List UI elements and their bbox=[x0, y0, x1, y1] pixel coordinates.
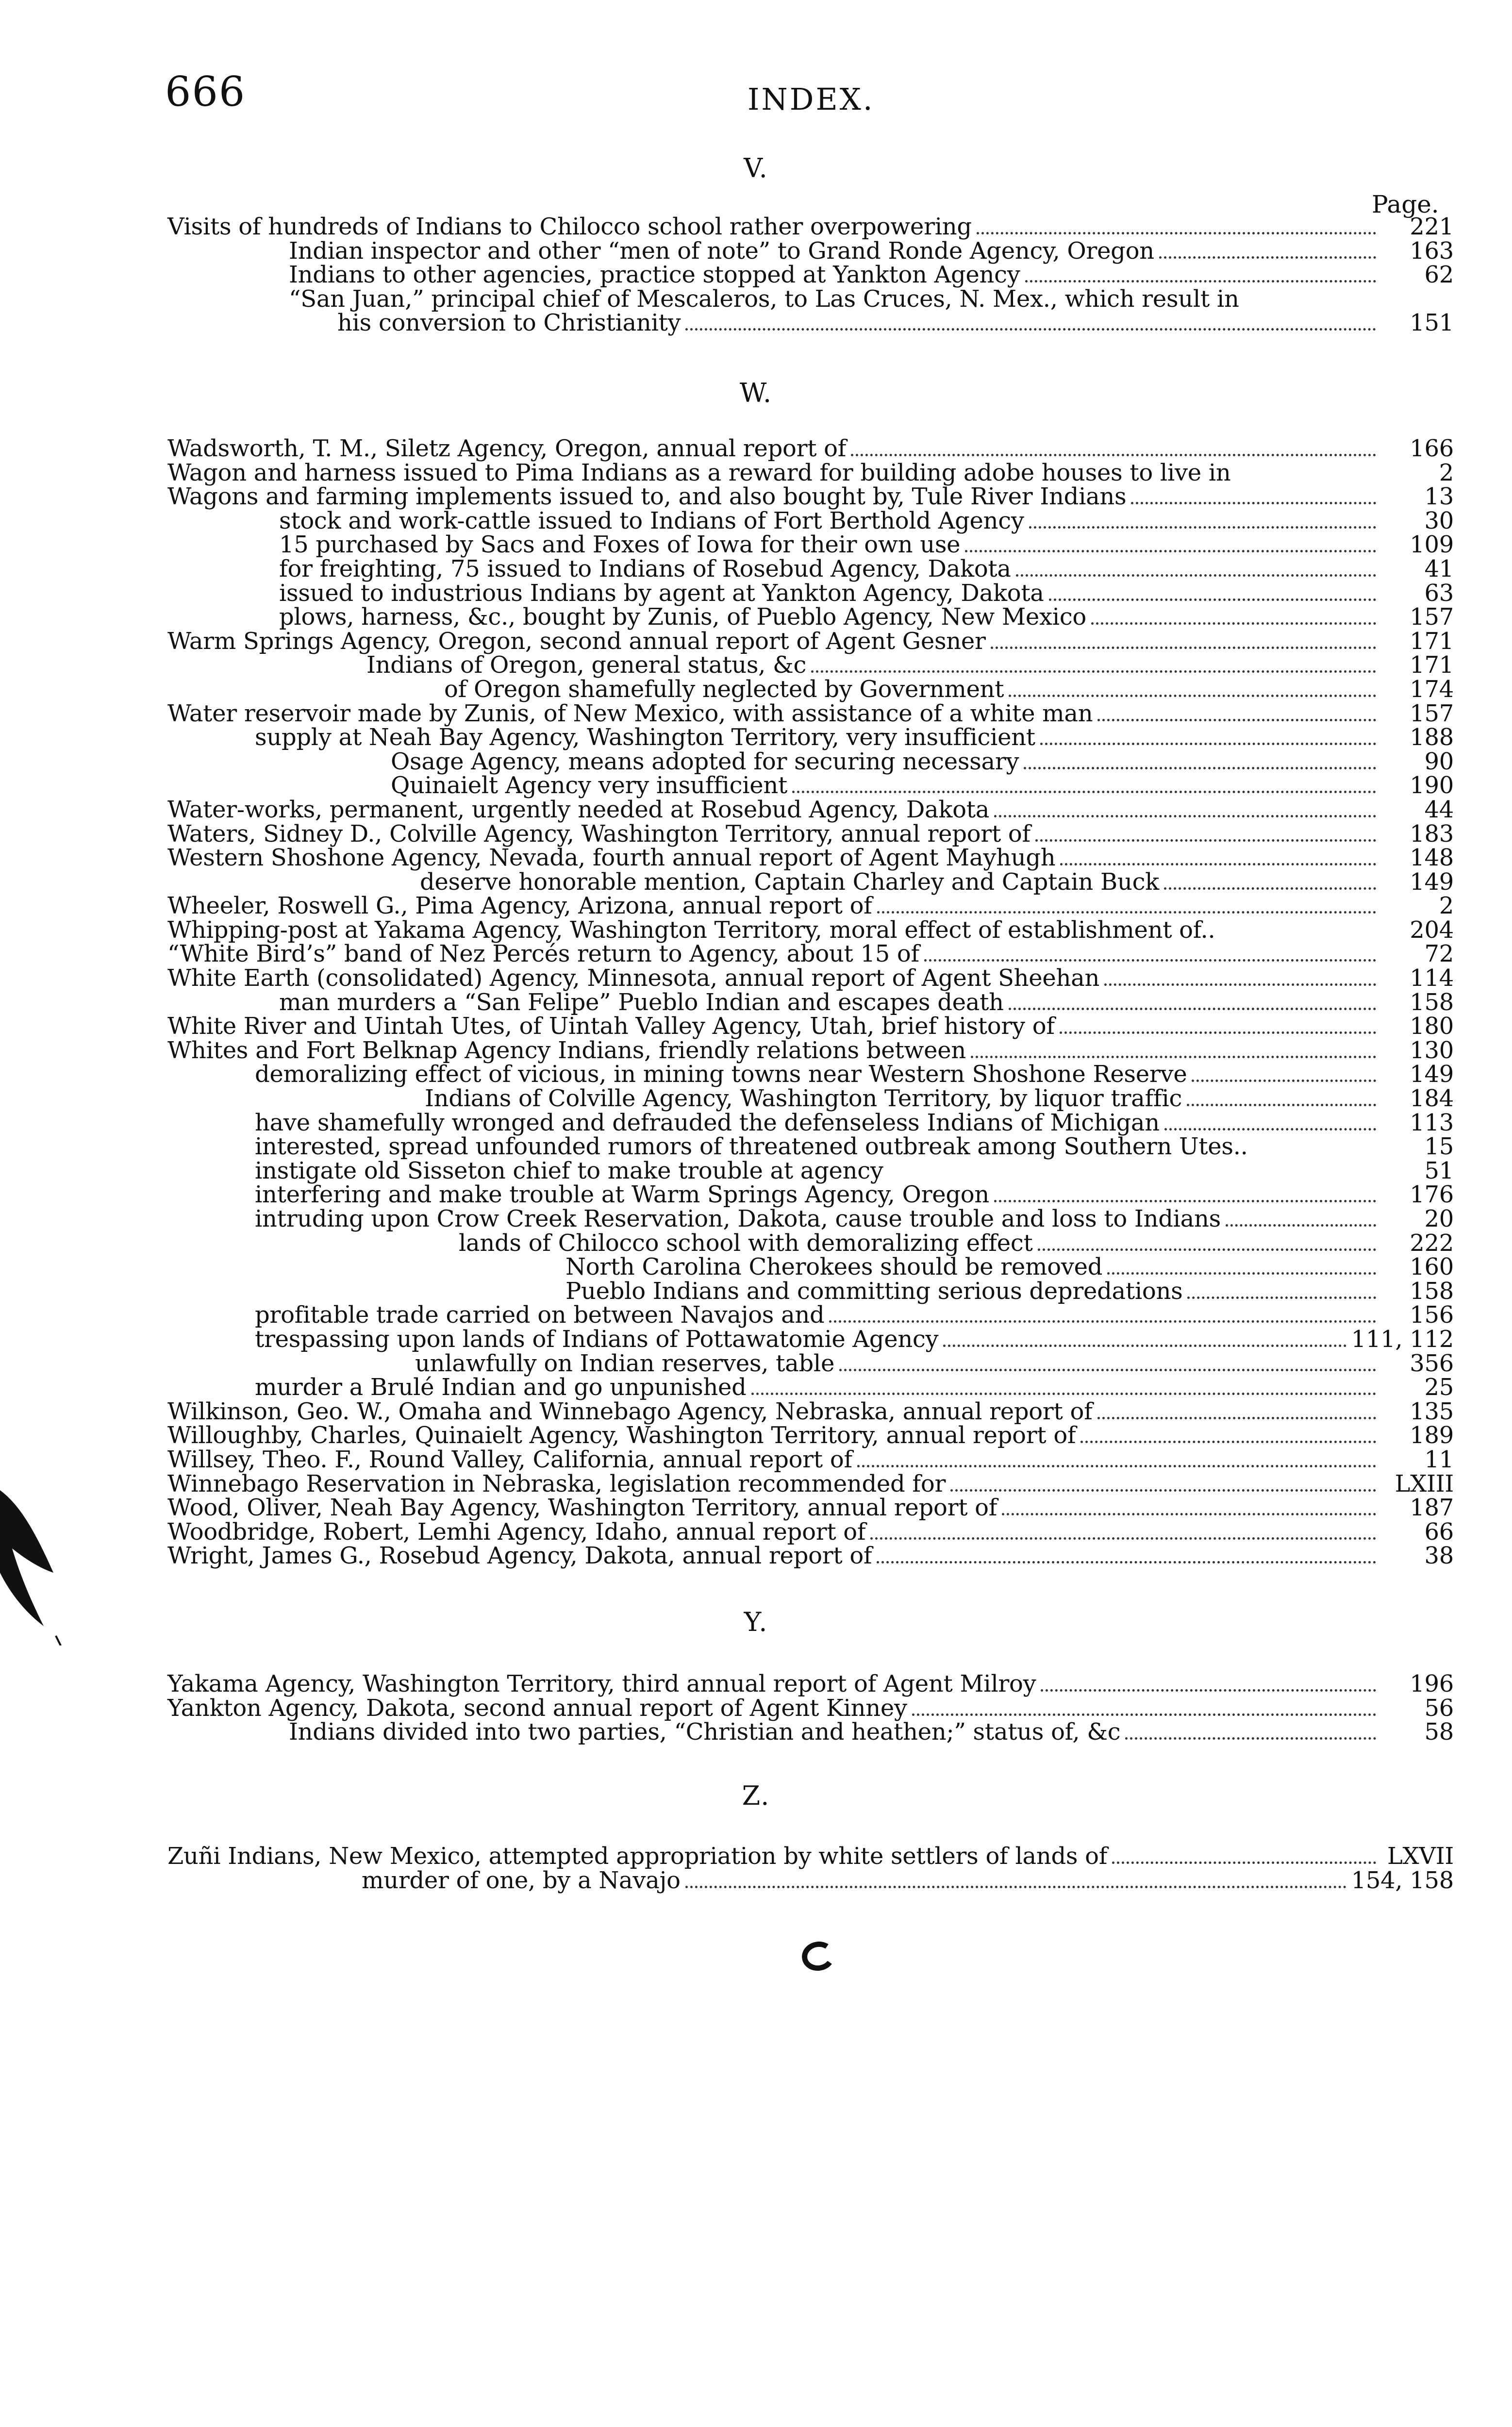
dot-leader bbox=[751, 1385, 1376, 1395]
entry-text: Water-works, permanent, urgently needed at Rosebud Agency, Dakota bbox=[167, 796, 990, 823]
index-entry bbox=[167, 653, 1454, 678]
dot-leader bbox=[1002, 1505, 1376, 1515]
dot-leader bbox=[851, 446, 1376, 456]
page-number: 666 bbox=[165, 68, 246, 116]
dot-leader bbox=[1164, 880, 1376, 890]
binding-mark-icon bbox=[0, 1476, 73, 1646]
dot-leader bbox=[811, 663, 1376, 673]
entry-text: Willsey, Theo. F., Round Valley, California, annual report of bbox=[167, 1446, 852, 1473]
entry-page-ref: 163 bbox=[1410, 237, 1454, 265]
dot-leader bbox=[1060, 855, 1376, 865]
index-entry bbox=[167, 215, 1454, 239]
entry-text: North Carolina Cherokees should be removed bbox=[565, 1253, 1103, 1281]
entry-text: “San Juan,” principal chief of Mescaleros, to Las Cruces, N. Mex., which result in bbox=[289, 285, 1239, 313]
entry-page-ref: 111, 112 bbox=[1351, 1325, 1454, 1353]
entry-text: unlawfully on Indian reserves, table bbox=[415, 1349, 835, 1377]
entry-page-ref: 154, 158 bbox=[1351, 1866, 1454, 1894]
entry-page-ref: 188 bbox=[1410, 724, 1454, 751]
entry-page-ref: 2 bbox=[1439, 459, 1454, 486]
entry-page-ref: 56 bbox=[1424, 1694, 1454, 1722]
entry-page-ref: 149 bbox=[1410, 1061, 1454, 1088]
entry-page-ref: 30 bbox=[1424, 507, 1454, 534]
entry-page-ref: 171 bbox=[1410, 651, 1454, 679]
entry-text: Indians of Oregon, general status, &c bbox=[366, 651, 807, 679]
entry-page-ref: 149 bbox=[1410, 868, 1454, 896]
entry-page-ref: 157 bbox=[1410, 699, 1454, 727]
index-entry bbox=[167, 1325, 1454, 1353]
entry-page-ref: 222 bbox=[1410, 1229, 1454, 1257]
printer-ornament-icon bbox=[799, 1939, 837, 1974]
index-entry bbox=[167, 1376, 1454, 1400]
entry-text: supply at Neah Bay Agency, Washington Territory, very insufficient bbox=[255, 724, 1035, 751]
entry-page-ref: 180 bbox=[1410, 1013, 1454, 1040]
entry-page-ref: 189 bbox=[1410, 1422, 1454, 1449]
entry-page-ref: 171 bbox=[1410, 627, 1454, 655]
entry-page-ref: 90 bbox=[1424, 748, 1454, 775]
running-head: INDEX. bbox=[748, 82, 875, 117]
dot-leader bbox=[839, 1361, 1376, 1371]
entry-page-ref: 187 bbox=[1410, 1494, 1454, 1522]
entry-text: “White Bird’s” band of Nez Percés return to Agency, about 15 of bbox=[167, 940, 919, 968]
dot-leader bbox=[1112, 1854, 1376, 1864]
index-entry bbox=[167, 846, 1454, 870]
entry-page-ref: 41 bbox=[1424, 555, 1454, 582]
dot-leader bbox=[1159, 249, 1376, 259]
index-entry bbox=[167, 726, 1454, 750]
entry-text: stock and work-cattle issued to Indians of Fort Berthold Agency bbox=[279, 507, 1024, 534]
dot-leader bbox=[1097, 711, 1376, 721]
entry-text: White Earth (consolidated) Agency, Minnesota, annual report of Agent Sheehan bbox=[167, 964, 1100, 992]
entry-text: Whites and Fort Belknap Agency Indians, friendly relations between bbox=[167, 1036, 966, 1064]
entry-page-ref: 114 bbox=[1410, 964, 1454, 992]
entry-text: Yankton Agency, Dakota, second annual report of Agent Kinney bbox=[167, 1694, 907, 1722]
entry-text: Water reservoir made by Zunis, of New Mexico, with assistance of a white man bbox=[167, 699, 1093, 727]
entry-page-ref: 113 bbox=[1410, 1109, 1454, 1136]
dot-leader bbox=[1025, 272, 1376, 283]
index-entry bbox=[167, 461, 1454, 485]
entry-page-ref: 25 bbox=[1424, 1374, 1454, 1401]
entry-page-ref: LXVII bbox=[1387, 1843, 1454, 1870]
entry-page-ref: 72 bbox=[1424, 940, 1454, 968]
entry-page-ref: 157 bbox=[1410, 603, 1454, 631]
index-entry bbox=[167, 988, 1454, 1016]
entry-page-ref: 38 bbox=[1424, 1542, 1454, 1570]
index-entry bbox=[167, 1349, 1454, 1377]
entry-text: instigate old Sisseton chief to make trouble at agency bbox=[255, 1157, 883, 1184]
entry-page-ref: 151 bbox=[1410, 309, 1454, 337]
entry-page-ref: 176 bbox=[1410, 1181, 1454, 1209]
entry-text: Whipping-post at Yakama Agency, Washington Territory, moral effect of establishment of.. bbox=[167, 916, 1215, 944]
index-entry bbox=[167, 870, 1454, 895]
entry-page-ref: 166 bbox=[1410, 435, 1454, 462]
entry-text: Winnebago Reservation in Nebraska, legislation recommended for bbox=[167, 1470, 946, 1497]
index-entry bbox=[167, 699, 1454, 727]
section-w-entries bbox=[167, 437, 1454, 1568]
entry-text: have shamefully wronged and defrauded the defenseless Indians of Michigan bbox=[255, 1109, 1160, 1136]
index-entry bbox=[167, 239, 1454, 264]
entry-page-ref: 158 bbox=[1410, 1277, 1454, 1305]
entry-text: issued to industrious Indians by agent at Yankton Agency, Dakota bbox=[279, 579, 1044, 607]
entry-text: Indians to other agencies, practice stopped at Yankton Agency bbox=[289, 261, 1020, 289]
dot-leader bbox=[943, 1337, 1346, 1347]
dot-leader bbox=[994, 1192, 1376, 1202]
entry-page-ref: 63 bbox=[1424, 579, 1454, 607]
index-entry bbox=[167, 1496, 1454, 1520]
index-entry bbox=[167, 579, 1454, 607]
entry-text: man murders a “San Felipe” Pueblo Indian and escapes death bbox=[279, 988, 1004, 1016]
index-entry bbox=[167, 627, 1454, 655]
entry-text: Wadsworth, T. M., Siletz Agency, Oregon, annual report of bbox=[167, 435, 847, 462]
entry-text: Quinaielt Agency very insufficient bbox=[391, 772, 787, 799]
index-entry bbox=[167, 918, 1454, 943]
dot-leader bbox=[870, 1529, 1376, 1540]
entry-text: trespassing upon lands of Indians of Pottawatomie Agency bbox=[255, 1325, 939, 1353]
dot-leader bbox=[857, 1457, 1376, 1467]
section-y-entries bbox=[167, 1672, 1454, 1745]
dot-leader bbox=[950, 1481, 1376, 1492]
index-entry bbox=[167, 1472, 1454, 1496]
entry-text: Pueblo Indians and committing serious depredations bbox=[565, 1277, 1183, 1305]
dot-leader bbox=[1226, 1216, 1376, 1227]
entry-text: Indians divided into two parties, “Christian and heathen;” status of, &c bbox=[289, 1718, 1121, 1746]
dot-leader bbox=[1060, 1024, 1376, 1034]
dot-leader bbox=[991, 639, 1376, 649]
entry-page-ref: 20 bbox=[1424, 1205, 1454, 1232]
dot-leader bbox=[1029, 518, 1376, 529]
dot-leader bbox=[1040, 735, 1376, 745]
index-entry bbox=[167, 1424, 1454, 1448]
entry-page-ref: 174 bbox=[1410, 675, 1454, 703]
entry-text: Wagons and farming implements issued to, and also bought by, Tule River Indians bbox=[167, 483, 1127, 511]
index-entry bbox=[167, 1672, 1454, 1696]
dot-leader bbox=[1125, 1729, 1376, 1740]
index-entry bbox=[167, 1063, 1454, 1087]
dot-leader bbox=[1080, 1433, 1376, 1443]
dot-leader bbox=[1016, 566, 1376, 577]
index-entry bbox=[167, 605, 1454, 630]
entry-text: Wood, Oliver, Neah Bay Agency, Washington Territory, annual report of bbox=[167, 1494, 997, 1522]
index-entry bbox=[167, 509, 1454, 533]
entry-page-ref: 130 bbox=[1410, 1036, 1454, 1064]
index-entry bbox=[167, 798, 1454, 822]
index-entry bbox=[167, 675, 1454, 703]
entry-page-ref: 15 bbox=[1424, 1133, 1454, 1161]
entry-page-ref: 2 bbox=[1439, 892, 1454, 920]
dot-leader bbox=[1097, 1409, 1376, 1419]
dot-leader bbox=[971, 1048, 1376, 1058]
entry-page-ref: 221 bbox=[1410, 213, 1454, 240]
index-entry bbox=[167, 1111, 1454, 1135]
page-column-label: Page. bbox=[1372, 190, 1439, 218]
entry-text: murder a Brulé Indian and go unpunished bbox=[255, 1374, 747, 1401]
dot-leader bbox=[1164, 1120, 1376, 1130]
dot-leader bbox=[877, 903, 1376, 914]
index-entry bbox=[167, 311, 1454, 335]
entry-text: White River and Uintah Utes, of Uintah Valley Agency, Utah, brief history of bbox=[167, 1013, 1055, 1040]
entry-text: of Oregon shamefully neglected by Government bbox=[444, 675, 1004, 703]
index-entry bbox=[167, 1544, 1454, 1568]
entry-text: Waters, Sidney D., Colville Agency, Washington Territory, annual report of bbox=[167, 820, 1030, 848]
index-entry bbox=[167, 1696, 1454, 1721]
index-entry bbox=[167, 1183, 1454, 1207]
entry-page-ref: 58 bbox=[1424, 1718, 1454, 1746]
section-heading-z: Z. bbox=[742, 1780, 770, 1811]
index-entry bbox=[167, 1255, 1454, 1280]
entry-text: Wheeler, Roswell G., Pima Agency, Arizona, annual report of bbox=[167, 892, 872, 920]
entry-text: Osage Agency, means adopted for securing necessary bbox=[391, 748, 1019, 775]
entry-text: Wilkinson, Geo. W., Omaha and Winnebago Agency, Nebraska, annual report of bbox=[167, 1397, 1093, 1425]
dot-leader bbox=[1024, 759, 1376, 769]
index-entry bbox=[167, 1277, 1454, 1305]
dot-leader bbox=[877, 1553, 1376, 1563]
dot-leader bbox=[924, 951, 1376, 962]
dot-leader bbox=[685, 1878, 1346, 1888]
entry-text: Yakama Agency, Washington Territory, third annual report of Agent Milroy bbox=[167, 1670, 1036, 1697]
entry-page-ref: 160 bbox=[1410, 1253, 1454, 1281]
index-entry bbox=[167, 894, 1454, 918]
entry-text: lands of Chilocco school with demoralizing effect bbox=[459, 1229, 1033, 1257]
dot-leader bbox=[1187, 1096, 1376, 1106]
entry-page-ref: 135 bbox=[1410, 1397, 1454, 1425]
dot-leader bbox=[1131, 494, 1376, 504]
index-entry bbox=[167, 485, 1454, 509]
entry-text: demoralizing effect of vicious, in mining towns near Western Shoshone Reserve bbox=[255, 1061, 1187, 1088]
index-entry bbox=[167, 1135, 1454, 1159]
index-entry bbox=[167, 1520, 1454, 1545]
entry-text: Wagon and harness issued to Pima Indians as a reward for building adobe houses to live in bbox=[167, 459, 1231, 486]
dot-leader bbox=[829, 1313, 1376, 1323]
index-entry bbox=[167, 1845, 1454, 1869]
entry-page-ref: 11 bbox=[1424, 1446, 1454, 1473]
section-heading-w: W. bbox=[739, 378, 773, 408]
entry-text: 15 purchased by Sacs and Foxes of Iowa for their own use bbox=[279, 531, 961, 559]
dot-leader bbox=[1107, 1264, 1376, 1275]
section-v-entries bbox=[167, 215, 1454, 335]
index-entry bbox=[167, 557, 1454, 582]
dot-leader bbox=[1041, 1681, 1376, 1692]
dot-leader bbox=[1192, 1072, 1376, 1082]
index-entry bbox=[167, 1397, 1454, 1425]
dot-leader bbox=[1035, 831, 1376, 842]
entry-page-ref: 183 bbox=[1410, 820, 1454, 848]
section-z-entries bbox=[167, 1845, 1454, 1893]
entry-page-ref: 51 bbox=[1424, 1157, 1454, 1184]
entry-text: murder of one, by a Navajo bbox=[362, 1866, 681, 1894]
index-entry bbox=[167, 1231, 1454, 1256]
entry-page-ref: LXIII bbox=[1395, 1470, 1454, 1497]
entry-text: Visits of hundreds of Indians to Chilocco school rather overpowering bbox=[167, 213, 972, 240]
entry-page-ref: 44 bbox=[1424, 796, 1454, 823]
entry-page-ref: 156 bbox=[1410, 1301, 1454, 1329]
entry-page-ref: 184 bbox=[1410, 1085, 1454, 1113]
index-entry bbox=[167, 1448, 1454, 1472]
index-entry bbox=[167, 1207, 1454, 1231]
entry-page-ref: 148 bbox=[1410, 844, 1454, 872]
entry-text: Woodbridge, Robert, Lemhi Agency, Idaho, annual report of bbox=[167, 1518, 866, 1546]
entry-text: Willoughby, Charles, Quinaielt Agency, Washington Territory, annual report of bbox=[167, 1422, 1076, 1449]
index-entry bbox=[167, 1036, 1454, 1064]
entry-text: Zuñi Indians, New Mexico, attempted appropriation by white settlers of lands of bbox=[167, 1843, 1108, 1870]
entry-text: Indian inspector and other “men of note” to Grand Ronde Agency, Oregon bbox=[289, 237, 1154, 265]
index-entry bbox=[167, 1014, 1454, 1039]
index-entry bbox=[167, 1866, 1454, 1894]
entry-page-ref: 66 bbox=[1424, 1518, 1454, 1546]
dot-leader bbox=[1187, 1289, 1376, 1299]
index-entry bbox=[167, 966, 1454, 991]
entry-text: Wright, James G., Rosebud Agency, Dakota, annual report of bbox=[167, 1542, 872, 1570]
dot-leader bbox=[1038, 1241, 1377, 1251]
entry-text: plows, harness, &c., bought by Zunis, of Pueblo Agency, New Mexico bbox=[279, 603, 1087, 631]
entry-text: deserve honorable mention, Captain Charley and Captain Buck bbox=[420, 868, 1159, 896]
section-heading-v: V. bbox=[744, 153, 768, 183]
index-entry bbox=[167, 1303, 1454, 1328]
dot-leader bbox=[1049, 591, 1376, 601]
entry-text: intruding upon Crow Creek Reservation, Dakota, cause trouble and loss to Indians bbox=[255, 1205, 1221, 1232]
entry-text: interfering and make trouble at Warm Springs Agency, Oregon bbox=[255, 1181, 989, 1209]
dot-leader bbox=[977, 224, 1376, 234]
entry-text: interested, spread unfounded rumors of threatened outbreak among Southern Utes.. bbox=[255, 1133, 1248, 1161]
index-entry bbox=[167, 263, 1454, 287]
entry-page-ref: 190 bbox=[1410, 772, 1454, 799]
entry-page-ref: 158 bbox=[1410, 988, 1454, 1016]
dot-leader bbox=[1009, 687, 1376, 697]
index-entry bbox=[167, 1720, 1454, 1745]
entry-text: Warm Springs Agency, Oregon, second annual report of Agent Gesner bbox=[167, 627, 986, 655]
index-entry bbox=[167, 287, 1454, 312]
entry-text: profitable trade carried on between Navajos and bbox=[255, 1301, 825, 1329]
index-entry bbox=[167, 1159, 1454, 1183]
index-entry bbox=[167, 942, 1454, 966]
index-entry bbox=[167, 437, 1454, 461]
entry-text: for freighting, 75 issued to Indians of Rosebud Agency, Dakota bbox=[279, 555, 1011, 582]
entry-page-ref: 62 bbox=[1424, 261, 1454, 289]
entry-page-ref: 204 bbox=[1410, 916, 1454, 944]
dot-leader bbox=[1091, 615, 1376, 625]
dot-leader bbox=[792, 783, 1376, 793]
index-entry bbox=[167, 533, 1454, 557]
entry-page-ref: 13 bbox=[1424, 483, 1454, 511]
dot-leader bbox=[1009, 1000, 1376, 1010]
dot-leader bbox=[912, 1706, 1376, 1716]
entry-text: his conversion to Christianity bbox=[337, 309, 681, 337]
entry-text: Western Shoshone Agency, Nevada, fourth annual report of Agent Mayhugh bbox=[167, 844, 1056, 872]
index-entry bbox=[167, 750, 1454, 774]
entry-page-ref: 196 bbox=[1410, 1670, 1454, 1697]
index-entry bbox=[167, 822, 1454, 847]
index-entry bbox=[167, 774, 1454, 798]
dot-leader bbox=[965, 542, 1376, 552]
index-entry bbox=[167, 1087, 1454, 1111]
dot-leader bbox=[994, 807, 1376, 817]
entry-page-ref: 109 bbox=[1410, 531, 1454, 559]
section-heading-y: Y. bbox=[744, 1607, 768, 1637]
entry-page-ref: 356 bbox=[1410, 1349, 1454, 1377]
entry-text: Indians of Colville Agency, Washington Territory, by liquor traffic bbox=[425, 1085, 1182, 1113]
dot-leader bbox=[1104, 976, 1376, 986]
dot-leader bbox=[685, 320, 1376, 331]
